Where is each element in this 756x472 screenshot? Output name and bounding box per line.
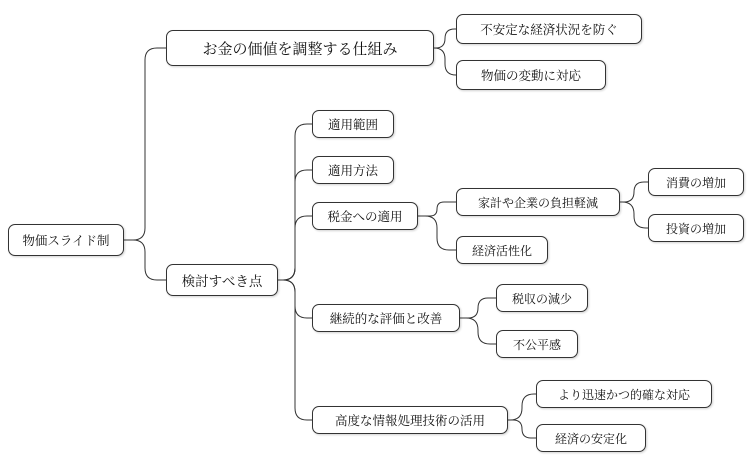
- mindmap-node-n2e2[interactable]: [536, 424, 646, 452]
- mindmap-node-n2c1[interactable]: [456, 188, 620, 216]
- mindmap-node-label: より迅速かつ的確な対応: [557, 387, 690, 402]
- mindmap-node-n2e[interactable]: [312, 406, 508, 434]
- mindmap-node-label: 不安定な経済状況を防ぐ: [480, 22, 618, 37]
- edge-n2e-to-n2e1: [508, 394, 536, 420]
- mindmap-node-root[interactable]: [8, 224, 124, 256]
- edge-root-to-n2: [124, 240, 166, 280]
- mindmap-node-label: 検討すべき点: [181, 274, 263, 290]
- mindmap-node-label: 経済の安定化: [554, 431, 627, 446]
- edge-n1-to-n1b: [434, 48, 456, 75]
- mindmap-node-n2d1[interactable]: [496, 284, 588, 312]
- mindmap-node-n1[interactable]: [166, 30, 434, 66]
- mindmap-node-label: 高度な情報処理技術の活用: [334, 413, 485, 428]
- mindmap-node-n2c2[interactable]: [456, 236, 548, 264]
- mindmap-node-label: 不公平感: [512, 337, 561, 352]
- mindmap-node-label: 税収の減少: [511, 291, 572, 306]
- edge-n2c-to-n2c1: [418, 202, 456, 216]
- mindmap-node-n2[interactable]: [166, 264, 278, 296]
- edge-n2c-to-n2c2: [418, 216, 456, 250]
- mindmap-node-n2c[interactable]: [312, 202, 418, 230]
- edge-n2c1-to-n2c1b: [620, 202, 648, 228]
- mindmap-node-label: 物価スライド制: [22, 233, 110, 248]
- mindmap-node-label: 税金への適用: [327, 209, 403, 224]
- mindmap-node-n2c1a[interactable]: [648, 168, 744, 196]
- edge-n2-to-n2a: [278, 124, 312, 280]
- mindmap-node-label: 家計や企業の負担軽減: [477, 195, 598, 210]
- mindmap-node-n1b[interactable]: [456, 60, 606, 90]
- mindmap-node-n2d[interactable]: [312, 304, 460, 332]
- mindmap-node-label: 適用範囲: [327, 117, 378, 132]
- mindmap-node-label: 経済活性化: [471, 243, 532, 258]
- edge-n2c1-to-n2c1a: [620, 182, 648, 202]
- mindmap-node-label: 適用方法: [327, 163, 378, 178]
- mindmap-node-label: お金の価値を調整する仕組み: [202, 39, 398, 58]
- mindmap-node-label: 継続的な評価と改善: [329, 311, 443, 326]
- mindmap-node-n2d2[interactable]: [496, 330, 578, 358]
- edge-n2-to-n2e: [278, 280, 312, 420]
- mindmap-node-label: 物価の変動に対応: [480, 68, 581, 83]
- mindmap-node-label: 投資の増加: [665, 221, 726, 236]
- mindmap-node-n2b[interactable]: [312, 156, 394, 184]
- edge-n2-to-n2d: [278, 280, 312, 318]
- edge-n2-to-n2c: [278, 216, 312, 280]
- mindmap-node-n1a[interactable]: [456, 14, 642, 44]
- mindmap-node-label: 消費の増加: [665, 175, 726, 190]
- mindmap-node-n2c1b[interactable]: [648, 214, 744, 242]
- edge-n2d-to-n2d2: [460, 318, 496, 344]
- edge-n2d-to-n2d1: [460, 298, 496, 318]
- edge-n2e-to-n2e2: [508, 420, 536, 438]
- edge-root-to-n1: [124, 48, 166, 240]
- mindmap-node-n2a[interactable]: [312, 110, 394, 138]
- edge-n2-to-n2b: [278, 170, 312, 280]
- mindmap-node-n2e1[interactable]: [536, 380, 712, 408]
- edge-n1-to-n1a: [434, 29, 456, 48]
